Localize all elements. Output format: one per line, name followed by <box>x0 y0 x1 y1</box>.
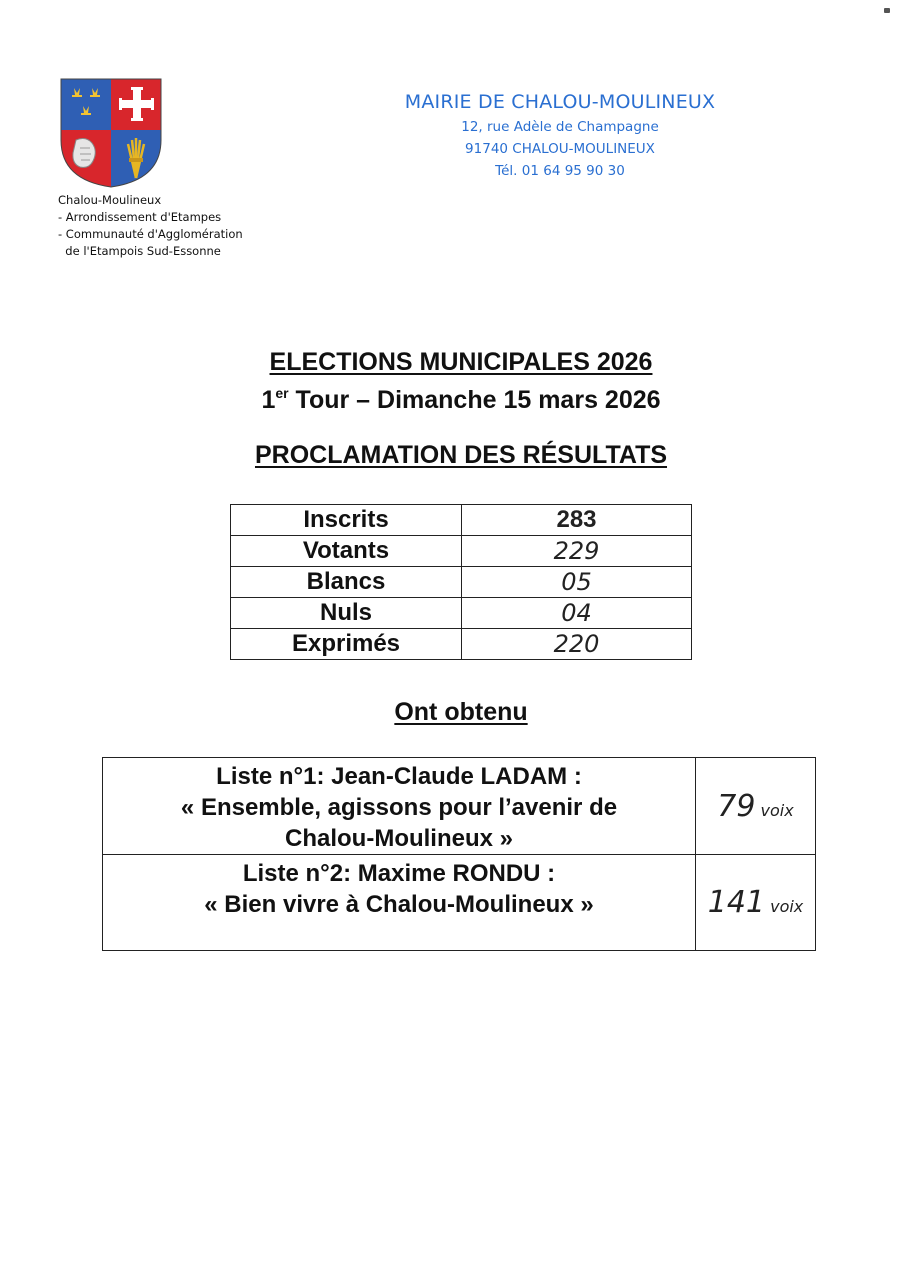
mairie-name: MAIRIE DE CHALOU-MOULINEUX <box>404 91 716 113</box>
list-2-vote-count: 141 <box>707 885 765 920</box>
scan-mark <box>884 8 890 13</box>
stat-label-votants: Votants <box>231 536 462 567</box>
results-heading: Ont obtenu <box>394 698 528 726</box>
election-title-block <box>0 347 900 416</box>
lists-table <box>102 757 816 951</box>
table-row <box>103 758 816 855</box>
election-title: ELECTIONS MUNICIPALES 2026 <box>269 348 653 376</box>
stat-value-blancs: 05 <box>462 567 692 598</box>
stat-value-exprimes: 220 <box>462 629 692 660</box>
stat-label-blancs: Blancs <box>231 567 462 598</box>
list-1-vote-unit: voix <box>760 800 794 820</box>
commune-agglomeration-cont: de l'Etampois Sud-Essonne <box>58 244 221 258</box>
list-1-name <box>103 758 696 855</box>
list-2-line2: « Bien vivre à Chalou-Moulineux » <box>204 891 594 918</box>
table-row <box>231 536 692 567</box>
round-suffix: er <box>275 385 289 401</box>
commune-name: Chalou-Moulineux <box>58 193 162 207</box>
list-1-line1: Liste n°1: Jean-Claude LADAM : <box>216 763 582 790</box>
commune-arrondissement: - Arrondissement d'Etampes <box>58 210 222 224</box>
list-2-votes <box>696 855 816 951</box>
stat-label-inscrits: Inscrits <box>231 505 462 536</box>
stats-table <box>230 504 692 660</box>
stat-value-nuls: 04 <box>462 598 692 629</box>
election-round <box>0 377 900 416</box>
table-row <box>231 505 692 536</box>
table-row <box>103 855 816 951</box>
table-row <box>231 567 692 598</box>
list-1-vote-count: 79 <box>717 788 756 824</box>
list-2-vote-unit: voix <box>770 897 804 916</box>
list-1-votes <box>696 758 816 855</box>
stat-label-exprimes: Exprimés <box>231 629 462 660</box>
round-date: Tour – Dimanche 15 mars 2026 <box>288 386 661 414</box>
stat-label-nuls: Nuls <box>231 598 462 629</box>
commune-agglomeration: - Communauté d'Agglomération <box>58 227 243 241</box>
mairie-phone: Tél. 01 64 95 90 30 <box>495 163 625 179</box>
mairie-header <box>300 88 820 182</box>
list-1-line3: Chalou-Moulineux » <box>285 825 513 852</box>
proclamation-title: PROCLAMATION DES RÉSULTATS <box>254 441 668 469</box>
list-2-line1: Liste n°2: Maxime RONDU : <box>242 860 556 887</box>
round-number: 1 <box>261 386 276 414</box>
stat-value-inscrits: 283 <box>462 505 692 536</box>
commune-info <box>58 192 243 260</box>
table-row <box>231 629 692 660</box>
mairie-address: 12, rue Adèle de Champagne <box>461 119 659 135</box>
stat-value-votants: 229 <box>462 536 692 567</box>
list-2-name <box>103 855 696 951</box>
mairie-city: 91740 CHALOU-MOULINEUX <box>465 141 655 157</box>
coat-of-arms-icon <box>60 78 162 188</box>
list-1-line2: « Ensemble, agissons pour l’avenir de <box>180 794 618 821</box>
table-row <box>231 598 692 629</box>
